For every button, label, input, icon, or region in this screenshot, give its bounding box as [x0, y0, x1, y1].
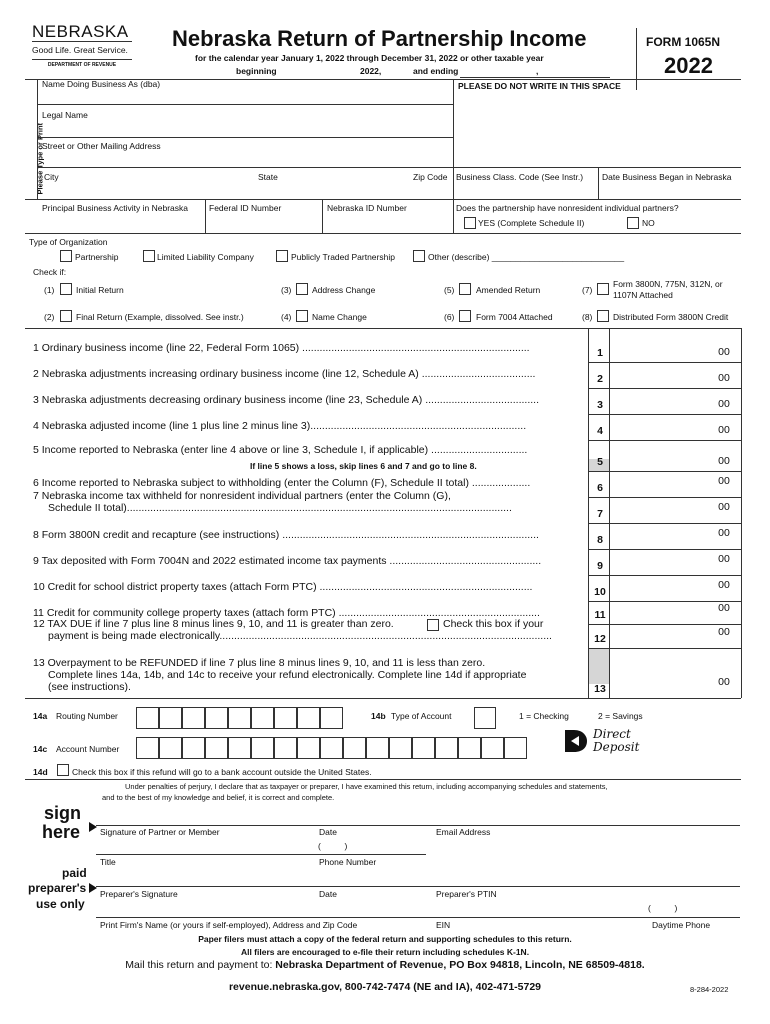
type-label: Type of Account — [391, 711, 452, 721]
check-7-num: (7) — [582, 285, 593, 295]
line-2-cents: 00 — [718, 372, 730, 384]
comma: , — [536, 66, 539, 76]
legal-name-label: Legal Name — [42, 110, 88, 120]
line-3-number: 3 — [597, 399, 603, 411]
amended-return-checkbox[interactable] — [459, 283, 471, 295]
line-10-amount-field[interactable] — [612, 579, 708, 599]
check-4-num: (4) — [281, 312, 292, 322]
check-2-num: (2) — [44, 312, 55, 322]
logo — [32, 22, 132, 68]
line-8-text: 8 Form 3800N credit and recapture (see instructions) ........................................................................................ — [33, 529, 539, 541]
line-2-number: 2 — [597, 373, 603, 385]
line-2-amount-field[interactable] — [612, 366, 708, 386]
partner-signature-label: Signature of Partner or Member — [100, 827, 220, 837]
llc-checkbox[interactable] — [143, 250, 155, 262]
direct-deposit-logo — [563, 728, 589, 759]
nonresident-question: Does the partnership have nonresident individual partners? — [456, 203, 679, 213]
savings-label: 2 = Savings — [598, 711, 643, 721]
logo-tagline: Good Life. Great Service. — [32, 45, 128, 55]
routing-digit[interactable] — [251, 707, 274, 729]
footer-mail-address: Nebraska Department of Revenue, PO Box 94818, Lincoln, NE 68509-4818. — [275, 959, 645, 971]
perjury-line2: and to the best of my knowledge and belief, it is correct and complete. — [102, 793, 335, 802]
form-7004-checkbox[interactable] — [459, 310, 471, 322]
line-4-amount-field[interactable] — [612, 418, 708, 438]
line-12-amount-field[interactable] — [612, 626, 708, 646]
line-6-cents: 00 — [718, 475, 730, 487]
side-label: Please Type or Print — [35, 122, 45, 195]
dd-line1: Direct — [593, 727, 631, 741]
use-only-label: use only — [36, 897, 85, 911]
line-6-text: 6 Income reported to Nebraska subject to withholding (enter the Column (F), Schedule II total) .................... — [33, 477, 531, 489]
logo-name: NEBRASKA — [32, 22, 132, 42]
distributed-3800n-label: Distributed Form 3800N Credit — [613, 312, 729, 322]
account-digit[interactable] — [251, 737, 274, 759]
logo-dept: DEPARTMENT OF REVENUE — [32, 59, 132, 68]
sign-label: sign — [44, 803, 82, 823]
sign-arrow-icon — [89, 822, 97, 832]
line-8-amount-field[interactable] — [612, 527, 708, 547]
routing-digit[interactable] — [159, 707, 182, 729]
line-10-number: 10 — [594, 586, 606, 598]
other-label: Other (describe) ____________________________ — [428, 252, 625, 262]
line-11-cents: 00 — [718, 602, 730, 614]
date-label: Date — [319, 827, 337, 837]
account-type-box[interactable] — [474, 707, 496, 729]
footer-line2: All filers are encouraged to e-file their return including schedules K-1N. — [240, 947, 530, 957]
line-7-amount-field[interactable] — [612, 501, 708, 521]
check-8-num: (8) — [582, 312, 593, 322]
partnership-label: Partnership — [75, 252, 119, 262]
check-5-num: (5) — [444, 285, 455, 295]
routing-num-label: 14a — [33, 711, 48, 721]
phone-label: Phone Number — [319, 857, 377, 867]
principal-label: Principal Business Activity in Nebraska — [42, 203, 188, 213]
line5-note: If line 5 shows a loss, skip lines 6 and 7 and go to line 8. — [250, 461, 477, 471]
footer-line1: Paper filers must attach a copy of the federal return and supporting schedules to this return. — [198, 934, 572, 944]
line-3-cents: 00 — [718, 398, 730, 410]
amended-return-label: Amended Return — [476, 285, 541, 295]
account-digit[interactable] — [504, 737, 527, 759]
account-digit[interactable] — [435, 737, 458, 759]
foreign-account-checkbox[interactable] — [57, 764, 69, 776]
llc-label: Limited Liability Company — [157, 252, 254, 262]
name-change-label: Name Change — [312, 312, 367, 322]
routing-digit[interactable] — [228, 707, 251, 729]
footer-contact: revenue.nebraska.gov, 800-742-7474 (NE and IA), 402-471-5729 — [228, 981, 542, 993]
line-6-amount-field[interactable] — [612, 475, 708, 495]
account-digit[interactable] — [366, 737, 389, 759]
line-9-text: 9 Tax deposited with Form 7004N and 2022 estimated income tax payments .................................................... — [33, 555, 542, 567]
final-return-label: Final Return (Example, dissolved. See instr.) — [76, 312, 244, 322]
foreign-account-label: Check this box if this refund will go to a bank account outside the United States. — [72, 767, 372, 777]
account-digit[interactable] — [159, 737, 182, 759]
line-13-text-2: Complete lines 14a, 14b, and 14c to receive your refund electronically. Complete line 14d if appropriate — [48, 669, 527, 681]
d-num-label: 14d — [33, 767, 48, 777]
line-5-number: 5 — [597, 456, 603, 468]
line-9-number: 9 — [597, 560, 603, 572]
preparer-date-label: Date — [319, 889, 337, 899]
line-13-number: 13 — [594, 683, 606, 695]
form-year: 2022 — [664, 53, 713, 78]
account-digit[interactable] — [182, 737, 205, 759]
name-change-checkbox[interactable] — [296, 310, 308, 322]
checking-label: 1 = Checking — [519, 711, 569, 721]
line-11-amount-field[interactable] — [612, 602, 708, 622]
yes-label: YES (Complete Schedule II) — [478, 218, 585, 228]
form-number: FORM 1065N — [646, 35, 721, 49]
email-label: Email Address — [436, 827, 491, 837]
direct-deposit-text — [593, 728, 639, 754]
ptp-checkbox[interactable] — [276, 250, 288, 262]
routing-digit[interactable] — [205, 707, 228, 729]
line-13-cents: 00 — [718, 676, 730, 688]
paid-label: paid — [62, 866, 87, 880]
line-5-text: 5 Income reported to Nebraska (enter line 4 above or line 3, Schedule I, if applicable) ................................. — [33, 444, 528, 456]
account-label: Account Number — [56, 744, 120, 754]
account-digit[interactable] — [297, 737, 320, 759]
date-began-label: Date Business Began in Nebraska — [602, 172, 732, 182]
line-8-cents: 00 — [718, 527, 730, 539]
line-1-cents: 00 — [718, 346, 730, 358]
type-num-label: 14b — [371, 711, 386, 721]
ein-label: EIN — [436, 920, 451, 930]
line-10-cents: 00 — [718, 579, 730, 591]
line-7-number: 7 — [597, 508, 603, 520]
account-digit[interactable] — [274, 737, 297, 759]
account-digit[interactable] — [136, 737, 159, 759]
legal-name-field[interactable] — [42, 122, 447, 134]
org-type-label: Type of Organization — [29, 237, 108, 247]
partner-signature-field[interactable] — [100, 810, 310, 824]
line-13-text-3: (see instructions). — [48, 681, 131, 693]
city-label: City — [44, 172, 59, 182]
ptin-label: Preparer's PTIN — [436, 889, 497, 899]
routing-digit[interactable] — [182, 707, 205, 729]
line-4-number: 4 — [597, 425, 603, 437]
line-9-cents: 00 — [718, 553, 730, 565]
distributed-3800n-checkbox[interactable] — [597, 310, 609, 322]
account-num-label: 14c — [33, 744, 48, 754]
line-11-text: 11 Credit for community college property taxes (attach form PTC) ..................................................................... — [33, 607, 540, 619]
check-3-num: (3) — [281, 285, 292, 295]
firm-label: Print Firm's Name (or yours if self-employed), Address and Zip Code — [100, 920, 358, 930]
partnership-checkbox[interactable] — [60, 250, 72, 262]
line-4-text: 4 Nebraska adjusted income (line 1 plus line 2 minus line 3).......................................................................... — [33, 420, 527, 432]
line-3-text: 3 Nebraska adjustments decreasing ordinary business income (line 23, Schedule A) ....................................... — [33, 394, 539, 406]
form-code: 8-284-2022 — [690, 985, 729, 994]
ne-id-label: Nebraska ID Number — [327, 203, 407, 213]
line-10-text: 10 Credit for school district property taxes (attach Form PTC) ......................................................................... — [33, 581, 533, 593]
line-3-amount-field[interactable] — [612, 392, 708, 412]
line-1-amount-field[interactable] — [612, 340, 708, 360]
check-1-num: (1) — [44, 285, 55, 295]
account-digit[interactable] — [481, 737, 504, 759]
beginning-label: beginning — [236, 66, 277, 76]
yes-checkbox[interactable] — [464, 217, 476, 229]
preparer-signature-label: Preparer's Signature — [100, 889, 178, 899]
title-label: Title — [100, 857, 116, 867]
daytime-paren: ( ) — [648, 903, 678, 913]
line-13-amount-field[interactable] — [612, 676, 708, 696]
dba-label: Name Doing Business As (dba) — [42, 79, 161, 89]
preparer-arrow-icon — [89, 883, 97, 893]
account-digit[interactable] — [412, 737, 435, 759]
footer-mail-prefix: Mail this return and payment to: — [125, 959, 276, 971]
line-5-cents: 00 — [718, 455, 730, 467]
routing-digit[interactable] — [136, 707, 159, 729]
line-5-amount-field[interactable] — [612, 449, 708, 469]
zip-label: Zip Code — [413, 172, 448, 182]
street-field[interactable] — [42, 153, 447, 165]
routing-digit[interactable] — [297, 707, 320, 729]
account-digit[interactable] — [205, 737, 228, 759]
line-12-checkbox-text: Check this box if your — [443, 618, 544, 630]
line-6-number: 6 — [597, 482, 603, 494]
ptp-label: Publicly Traded Partnership — [291, 252, 395, 262]
street-label: Street or Other Mailing Address — [42, 141, 161, 151]
preparers-label: preparer's — [28, 881, 87, 895]
account-digit[interactable] — [228, 737, 251, 759]
address-change-checkbox[interactable] — [296, 283, 308, 295]
line-1-text: 1 Ordinary business income (line 22, Federal Form 1065) .............................................................................. — [33, 342, 530, 354]
line-2-text: 2 Nebraska adjustments increasing ordinary business income (line 12, Schedule A) ....................................... — [33, 368, 536, 380]
line-13-text: 13 Overpayment to be REFUNDED if line 7 plus line 8 minus lines 9, 10, and 11 is less than zero. — [33, 657, 486, 669]
daytime-phone-label: Daytime Phone — [652, 920, 711, 930]
line-11-number: 11 — [594, 609, 606, 621]
direct-deposit-icon — [563, 728, 589, 754]
fed-id-label: Federal ID Number — [209, 203, 282, 213]
form-3800n-label-2: 1107N Attached — [613, 290, 673, 300]
no-checkbox[interactable] — [627, 217, 639, 229]
form-3800n-checkbox[interactable] — [597, 283, 609, 295]
subtitle: for the calendar year January 1, 2022 through December 31, 2022 or other taxable year — [195, 53, 544, 63]
no-label: NO — [642, 218, 655, 228]
other-checkbox[interactable] — [413, 250, 425, 262]
perjury-line1: Under penalties of perjury, I declare that as taxpayer or preparer, I have examined this return, including accompanying schedules and statements, — [125, 782, 608, 791]
year-mid: 2022, — [360, 66, 382, 76]
line-4-cents: 00 — [718, 424, 730, 436]
routing-label: Routing Number — [56, 711, 118, 721]
line-12-text: 12 TAX DUE if line 7 plus line 8 minus lines 9, 10, and 11 is greater than zero. — [33, 618, 394, 630]
footer-line3 — [0, 959, 770, 971]
line-7-text: 7 Nebraska income tax withheld for nonresident individual partners (enter the Column (G), — [33, 490, 451, 502]
line-8-number: 8 — [597, 534, 603, 546]
no-write-label: PLEASE DO NOT WRITE IN THIS SPACE — [458, 81, 621, 91]
initial-return-checkbox[interactable] — [60, 283, 72, 295]
form-7004-label: Form 7004 Attached — [476, 312, 553, 322]
line-7-cents: 00 — [718, 501, 730, 513]
account-digit[interactable] — [389, 737, 412, 759]
address-change-label: Address Change — [312, 285, 376, 295]
check-6-num: (6) — [444, 312, 455, 322]
line-12-cents: 00 — [718, 626, 730, 638]
class-code-label: Business Class. Code (See Instr.) — [456, 172, 584, 182]
state-label: State — [258, 172, 278, 182]
routing-digit[interactable] — [320, 707, 343, 729]
account-digit[interactable] — [458, 737, 481, 759]
check-if-label: Check if: — [33, 267, 67, 277]
account-digit[interactable] — [343, 737, 366, 759]
ending-label: and ending — [413, 66, 459, 76]
dd-line2: Deposit — [593, 740, 640, 754]
initial-return-label: Initial Return — [76, 285, 124, 295]
line-9-amount-field[interactable] — [612, 553, 708, 573]
routing-digit[interactable] — [274, 707, 297, 729]
here-label: here — [42, 822, 81, 842]
form-title: Nebraska Return of Partnership Income — [172, 26, 587, 51]
line-1-number: 1 — [597, 347, 603, 359]
line-7-text-2: Schedule II total).................................................................................................................................... — [48, 502, 512, 514]
phone-paren: ( ) — [318, 841, 348, 851]
form-3800n-label: Form 3800N, 775N, 312N, or — [613, 279, 723, 289]
final-return-checkbox[interactable] — [60, 310, 72, 322]
line-12-text-2: payment is being made electronically.................................................................................................................. — [48, 630, 552, 642]
line-12-number: 12 — [594, 633, 606, 645]
account-digit[interactable] — [320, 737, 343, 759]
